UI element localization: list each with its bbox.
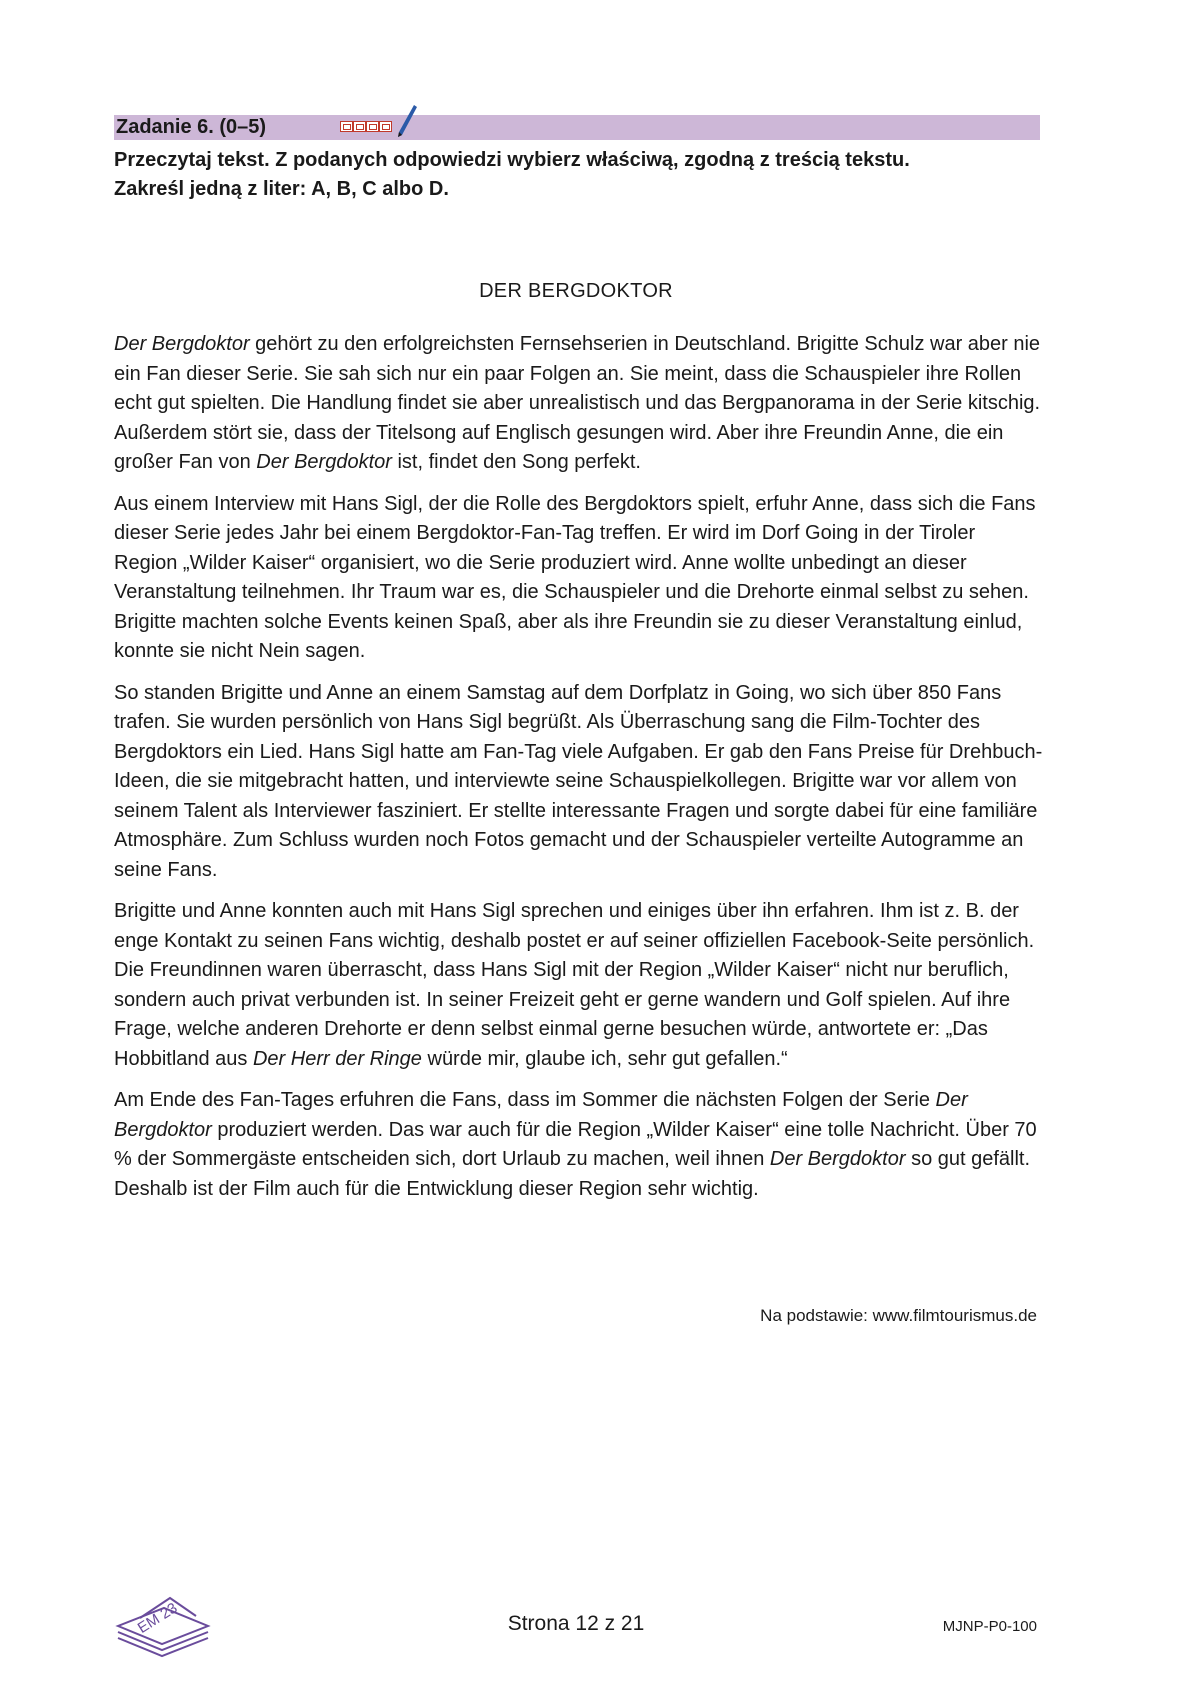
text-run: Brigitte und Anne konnten auch mit Hans Sigl sprechen und einiges über ihn erfahren. Ihm ist z. B. der enge Kontakt zu seinen Fans wichtig, deshalb postet er auf seiner offiziellen Facebook-Seite persönlich. Die Freundinnen waren überrascht, dass Hans Sigl mit der Region „Wilder Kaiser“ nicht nur beruflich, sondern auch privat verbunden ist. In seiner Freizeit geht er gerne wandern und Golf spielen. Auf ihre Frage, welche anderen Drehorte er denn selbst einmal gerne besuchen würde, antwortete er: „Das Hobbitland aus [114, 900, 1035, 1070]
text-run: Am Ende des Fan-Tages erfuhren die Fans, dass im Sommer die nächsten Folgen der Serie [114, 1089, 936, 1111]
scoring-boxes [340, 121, 392, 132]
score-checkbox-icon [340, 121, 353, 132]
article-paragraph [114, 330, 1044, 478]
page-number: Strona 12 z 21 [507, 1612, 645, 1635]
text-run: ist, findet den Song perfekt. [391, 451, 641, 473]
italic-title: Der Bergdoktor [769, 1148, 906, 1170]
logo-text: EM 23 [134, 1599, 181, 1637]
pen-icon [394, 103, 418, 139]
text-run: so gut gefällt. Deshalb ist der Film auch für die Entwicklung dieser Region sehr wichtig. [114, 1148, 1031, 1200]
source-citation: Na podstawie: www.filmtourismus.de [760, 1306, 1037, 1325]
text-run: würde mir, glaube ich, sehr gut gefallen.“ [421, 1047, 788, 1070]
italic-title: Der Bergdoktor [114, 333, 250, 355]
article-body [114, 330, 1044, 1216]
text-run: gehört zu den erfolgreichsten Fernsehserien in Deutschland. Brigitte Schulz war aber nie ein Fan dieser Serie. Sie sah sich nur ein paar Folgen an. Sie meint, dass die Schauspieler ihre Rollen echt gut spielten. Die Handlung findet sie aber unrealistisch und das Bergpanorama in der Serie kitschig. Außerdem stört sie, dass der Titelsong auf Englisch gesungen wird. Aber ihre Freundin Anne, die ein großer Fan von [114, 333, 1041, 473]
article-paragraph [114, 1086, 1044, 1204]
text-run: So standen Brigitte und Anne an einem Samstag auf dem Dorfplatz in Going, wo sich über 850 Fans trafen. Sie wurden persönlich von Hans Sigl begrüßt. Als Überraschung sang die Film-Tochter des Bergdoktors ein Lied. Hans Sigl hatte am Fan-Tag viele Aufgaben. Er gab den Fans Preise für Drehbuch-Ideen, die sie mitgebracht hatten, und interviewte seine Schauspielkollegen. Brigitte war vor allem von seinem Talent als Interviewer fasziniert. Er stellte interessante Fragen und sorgte dabei für eine familiäre Atmosphäre. Zum Schluss wurden noch Fotos gemacht und der Schauspieler verteilte Autogramme an seine Fans. [114, 681, 1043, 881]
score-checkbox-icon [366, 121, 379, 132]
text-run: Aus einem Interview mit Hans Sigl, der die Rolle des Bergdoktors spielt, erfuhr Anne, dass sich die Fans dieser Serie jedes Jahr bei einem Bergdoktor-Fan-Tag treffen. Er wird im Dorf Going in der Tiroler Region „Wilder Kaiser“ organisiert, wo die Serie produziert wird. Anne wollte unbedingt an dieser Veranstaltung teilnehmen. Ihr Traum war es, die Schauspieler und die Drehorte einmal selbst zu sehen. Brigitte machten solche Events keinen Spaß, aber als ihre Freundin sie zu dieser Veranstaltung einlud, konnte sie nicht Nein sagen. [114, 492, 1036, 662]
italic-title: Der Bergdoktor [256, 451, 392, 473]
article-paragraph [114, 490, 1044, 667]
score-checkbox-icon [353, 121, 366, 132]
text-run: produziert werden. Das war auch für die Region „Wilder Kaiser“ eine tolle Nachricht. Über 70 % der Sommergäste entscheiden sich, dort Urlaub zu machen, weil ihnen [114, 1118, 1037, 1170]
task-title: Zadanie 6. (0–5) [116, 116, 267, 138]
task-header-bar [114, 115, 1040, 140]
article-title: DER BERGDOKTOR [479, 280, 673, 302]
score-checkbox-icon [379, 121, 392, 132]
article-paragraph [114, 679, 1044, 886]
instruction-line: Zakreśl jedną z liter: A, B, C albo D. [114, 178, 449, 200]
italic-title: Der Herr der Ringe [252, 1047, 422, 1070]
instruction-line: Przeczytaj tekst. Z podanych odpowiedzi wybierz właściwą, zgodną z treścią tekstu. [114, 149, 910, 171]
task-instructions [114, 146, 1044, 204]
article-paragraph [114, 897, 1044, 1074]
italic-title: Der Bergdoktor [114, 1089, 968, 1141]
exam-code: MJNP-P0-100 [942, 1618, 1037, 1635]
